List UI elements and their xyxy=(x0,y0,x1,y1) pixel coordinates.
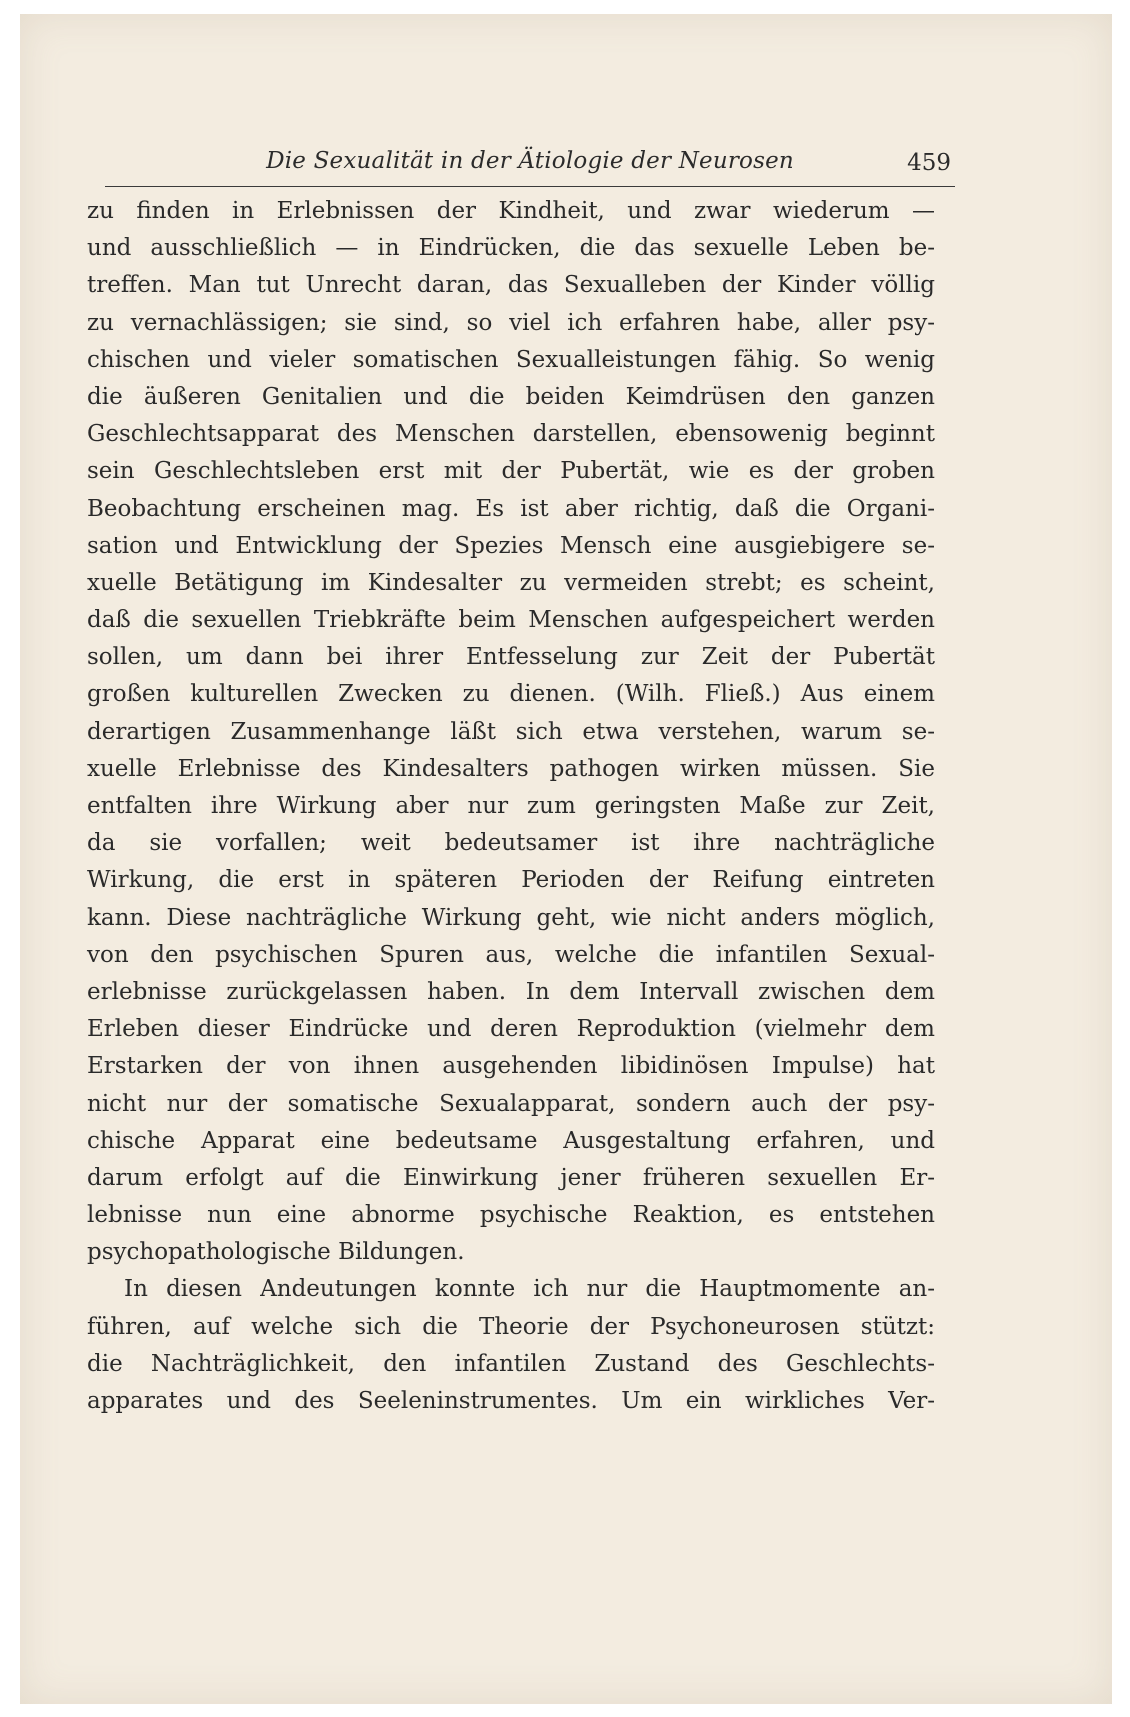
text-line: und ausschließlich — in Eindrücken, die das sexuelle Leben be- xyxy=(87,235,935,262)
text-line: zu vernachlässigen; sie sind, so viel ich erfahren habe, aller psy- xyxy=(87,309,935,336)
text-line: derartigen Zusammenhange läßt sich etwa verstehen, warum se- xyxy=(87,718,935,745)
text-line: sollen, um dann bei ihrer Entfesselung zur Zeit der Pubertät xyxy=(87,644,935,671)
text-line: chischen und vieler somatischen Sexualleistungen fähig. So wenig xyxy=(87,346,935,373)
paragraph-2 xyxy=(87,1271,935,1420)
text-line: Wirkung, die erst in späteren Perioden der Reifung eintreten xyxy=(87,867,935,894)
text-line: zu finden in Erlebnissen der Kindheit, und zwar wiederum — xyxy=(87,198,935,224)
text-line: apparates und des Seeleninstrumentes. Um ein wirkliches Ver- xyxy=(87,1388,935,1414)
text-line: daß die sexuellen Triebkräfte beim Menschen aufgespeichert werden xyxy=(87,607,935,634)
text-line: chische Apparat eine bedeutsame Ausgestaltung erfahren, und xyxy=(87,1127,935,1154)
text-line: Geschlechtsapparat des Menschen darstellen, ebensowenig beginnt xyxy=(87,421,935,448)
text-line: die äußeren Genitalien und die beiden Keimdrüsen den ganzen xyxy=(87,383,935,410)
text-line: Beobachtung erscheinen mag. Es ist aber richtig, daß die Organi- xyxy=(87,495,935,522)
paragraph-1 xyxy=(87,193,935,1271)
text-line: da sie vorfallen; weit bedeutsamer ist ihre nachträgliche xyxy=(87,830,935,857)
text-line: Erstarken der von ihnen ausgehenden libidinösen Impulse) hat xyxy=(87,1053,935,1080)
text-line: psychopathologische Bildungen. xyxy=(87,1239,465,1266)
text-line: sein Geschlechtsleben erst mit der Pubertät, wie es der groben xyxy=(87,458,935,485)
text-line: Erleben dieser Eindrücke und deren Reproduktion (vielmehr dem xyxy=(87,1016,935,1043)
running-title: Die Sexualität in der Ätiologie der Neurosen xyxy=(266,148,794,174)
text-line: die Nachträglichkeit, den infantilen Zustand des Geschlechts- xyxy=(87,1350,935,1377)
text-line: xuelle Betätigung im Kindesalter zu vermeiden strebt; es scheint, xyxy=(87,569,935,596)
text-line: von den psychischen Spuren aus, welche die infantilen Sexual- xyxy=(87,941,935,968)
page-header xyxy=(105,144,955,187)
text-line: erlebnisse zurückgelassen haben. In dem Intervall zwischen dem xyxy=(87,978,935,1005)
text-line: entfalten ihre Wirkung aber nur zum geringsten Maße zur Zeit, xyxy=(87,793,935,819)
text-line: In diesen Andeutungen konnte ich nur die Hauptmomente an- xyxy=(124,1276,935,1303)
page-number: 459 xyxy=(907,150,951,176)
body-text xyxy=(87,193,935,1420)
text-line: lebnisse nun eine abnorme psychische Reaktion, es entstehen xyxy=(87,1202,935,1229)
text-line: sation und Entwicklung der Spezies Mensch eine ausgiebigere se- xyxy=(87,532,935,559)
text-line: darum erfolgt auf die Einwirkung jener früheren sexuellen Er- xyxy=(87,1164,935,1191)
text-line: kann. Diese nachträgliche Wirkung geht, wie nicht anders möglich, xyxy=(87,904,935,931)
text-line: nicht nur der somatische Sexualapparat, sondern auch der psy- xyxy=(87,1090,935,1117)
text-line: großen kulturellen Zwecken zu dienen. (Wilh. Fließ.) Aus einem xyxy=(87,681,935,708)
text-line: treffen. Man tut Unrecht daran, das Sexualleben der Kinder völlig xyxy=(87,272,935,299)
text-line: führen, auf welche sich die Theorie der Psychoneurosen stützt: xyxy=(87,1313,935,1340)
text-line: xuelle Erlebnisse des Kindesalters pathogen wirken müssen. Sie xyxy=(87,755,935,782)
